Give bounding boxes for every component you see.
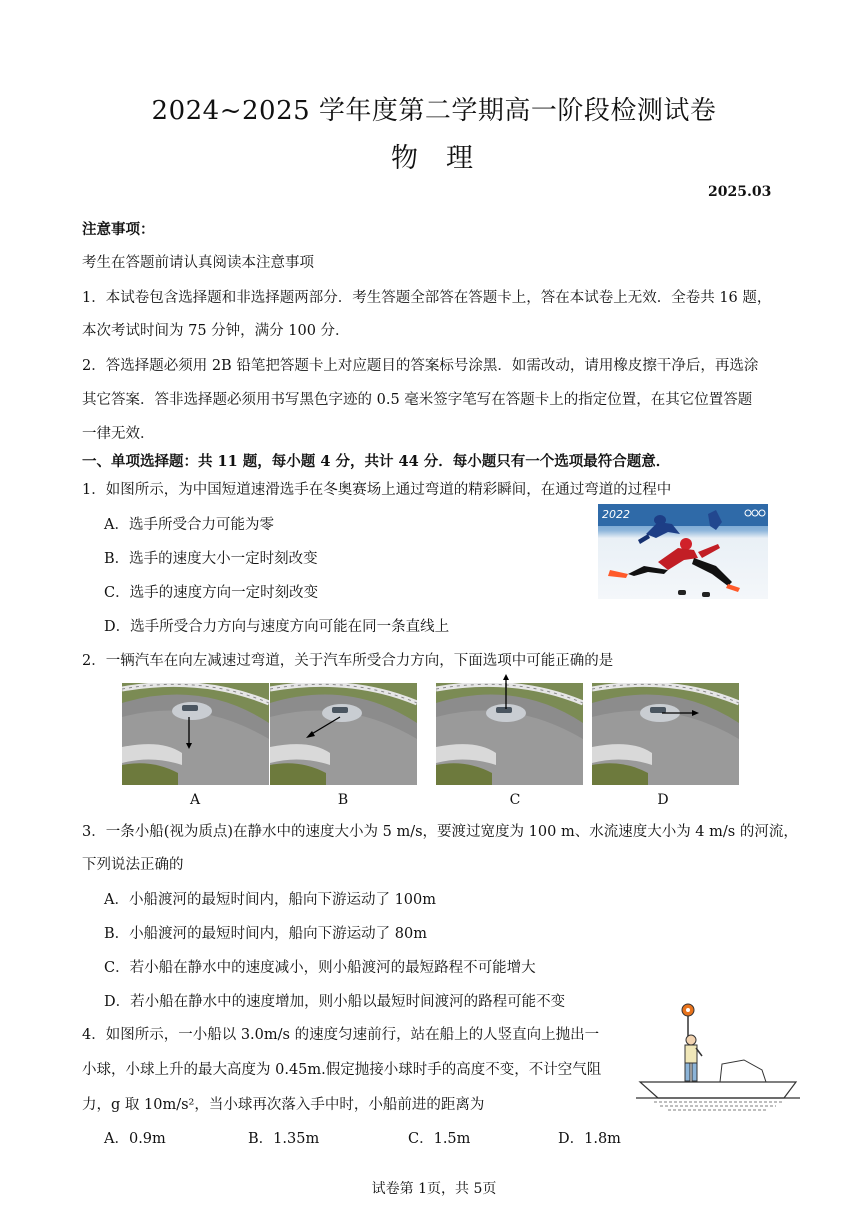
- q4-option-a: A．0.9m: [104, 1131, 166, 1147]
- q2-image-a: [122, 683, 269, 785]
- q2-label-b: B: [337, 792, 349, 808]
- q2-label-a: A: [189, 792, 201, 808]
- q4-stem-line2: 小球，小球上升的最大高度为 0.45m.假定抛接小球时手的高度不变，不计空气阻: [82, 1062, 602, 1078]
- q2-label-c: C: [509, 792, 521, 808]
- q2-image-b: [270, 683, 417, 785]
- exam-title: 2024~2025 学年度第二学期高一阶段检测试卷: [151, 96, 717, 126]
- notice-item2-line3: 一律无效．: [82, 426, 155, 442]
- q3-option-b: B．小船渡河的最短时间内，船向下游运动了 80m: [104, 926, 427, 942]
- photo-banner-text: 2022: [602, 508, 630, 521]
- exam-date: 2025.03: [708, 184, 772, 200]
- q2-label-d: D: [657, 792, 669, 808]
- q1-option-c: C．选手的速度方向一定时刻改变: [104, 585, 319, 601]
- subject-title: 物理: [391, 143, 501, 174]
- q3-option-a: A．小船渡河的最短时间内，船向下游运动了 100m: [104, 892, 437, 908]
- q4-option-c: C．1.5m: [408, 1131, 471, 1147]
- notice-item1-line2: 本次考试时间为 75 分钟，满分 100 分．: [82, 323, 350, 339]
- q4-option-b: B．1.35m: [248, 1131, 320, 1147]
- q1-option-a: A．选手所受合力可能为零: [104, 517, 274, 533]
- q2-image-c-arrow: [500, 673, 512, 692]
- q3-option-c: C．若小船在静水中的速度减小，则小船渡河的最短路程不可能增大: [104, 960, 536, 976]
- q2-image-c: [436, 683, 583, 785]
- boat-figure: [636, 1000, 800, 1119]
- q4-stem-line3: 力，g 取 10m/s²，当小球再次落入手中时，小船前进的距离为: [82, 1097, 485, 1113]
- speed-skating-photo: [598, 504, 768, 599]
- notice-intro: 考生在答题前请认真阅读本注意事项: [82, 255, 314, 271]
- q1-option-d: D．选手所受合力方向与速度方向可能在同一条直线上: [104, 619, 450, 635]
- q2-image-d: [592, 683, 739, 785]
- q1-stem: 1．如图所示，为中国短道速滑选手在冬奥赛场上通过弯道的精彩瞬间，在通过弯道的过程中: [82, 482, 672, 498]
- notice-item2-line1: 2．答选择题必须用 2B 铅笔把答题卡上对应题目的答案标号涂黑．如需改动，请用橡皮擦干净后，再选涂: [82, 358, 759, 374]
- section1-heading: 一、单项选择题：共 11 题，每小题 4 分，共计 44 分．每小题只有一个选项最符合题意．: [82, 453, 671, 470]
- q2-stem: 2．一辆汽车在向左减速过弯道，关于汽车所受合力方向，下面选项中可能正确的是: [82, 653, 614, 669]
- q3-option-d: D．若小船在静水中的速度增加，则小船以最短时间渡河的路程可能不变: [104, 994, 566, 1010]
- page-footer: 试卷第 1页，共 5页: [371, 1181, 497, 1197]
- q3-stem-line1: 3．一条小船(视为质点)在静水中的速度大小为 5 m/s，要渡过宽度为 100 m、水流速度大小为 4 m/s 的河流，: [82, 824, 798, 840]
- notice-heading: 注意事项：: [82, 221, 155, 238]
- q4-stem-line1: 4．如图所示，一小船以 3.0m/s 的速度匀速前行，站在船上的人竖直向上抛出一: [82, 1027, 600, 1043]
- q3-stem-line2: 下列说法正确的: [82, 857, 184, 873]
- notice-item2-line2: 其它答案．答非选择题必须用书写黑色字迹的 0.5 毫米签字笔写在答题卡上的指定位置，在其它位置答题: [82, 392, 753, 408]
- q1-option-b: B．选手的速度大小一定时刻改变: [104, 551, 318, 567]
- q4-option-d: D．1.8m: [558, 1131, 621, 1147]
- notice-item1-line1: 1．本试卷包含选择题和非选择题两部分．考生答题全部答在答题卡上，答在本试卷上无效．全卷共 16 题，: [82, 290, 772, 306]
